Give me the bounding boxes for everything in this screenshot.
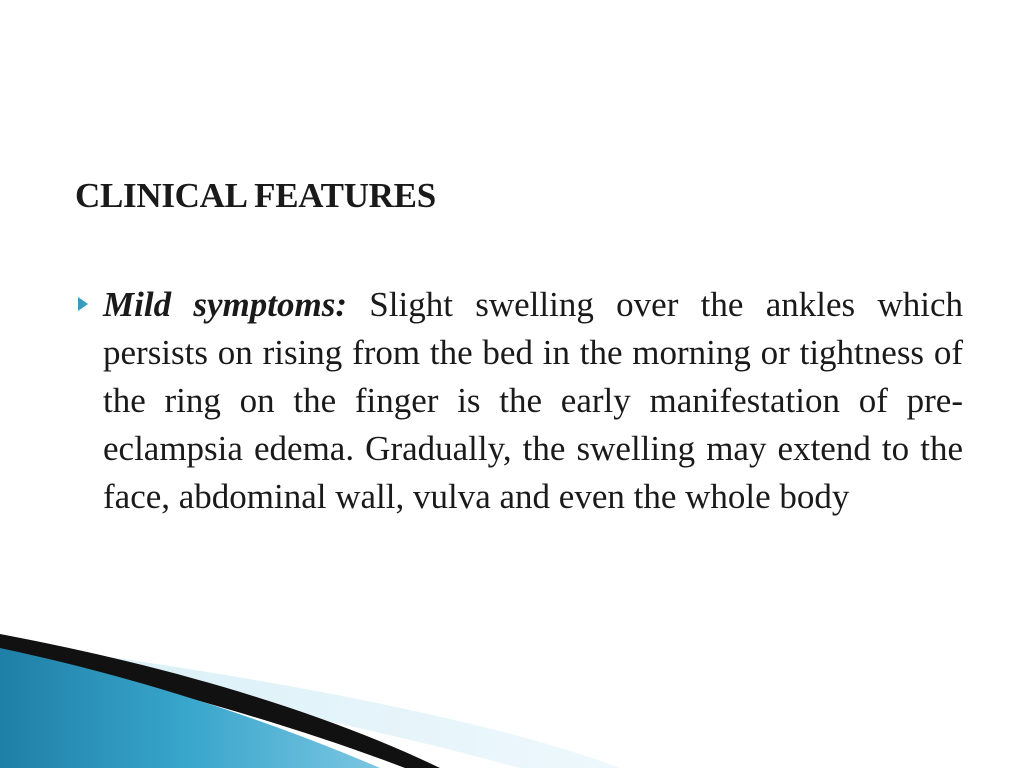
bullet-text: [103, 281, 963, 521]
bullet-body: Slight swelling over the ankles which persists on rising from the bed in the morning or tightness of the ring on the finger is the early manifestation of pre-eclampsia edema. Gradually, the swelling may extend to the face, abdominal wall, vulva and even the whole body: [103, 285, 963, 516]
triangle-bullet-icon: [76, 296, 90, 312]
bullet-item: [76, 281, 966, 521]
slide-title: CLINICAL FEATURES: [75, 176, 436, 215]
bullet-lead: Mild symptoms:: [103, 285, 347, 324]
decorative-swoosh: [0, 620, 1024, 768]
